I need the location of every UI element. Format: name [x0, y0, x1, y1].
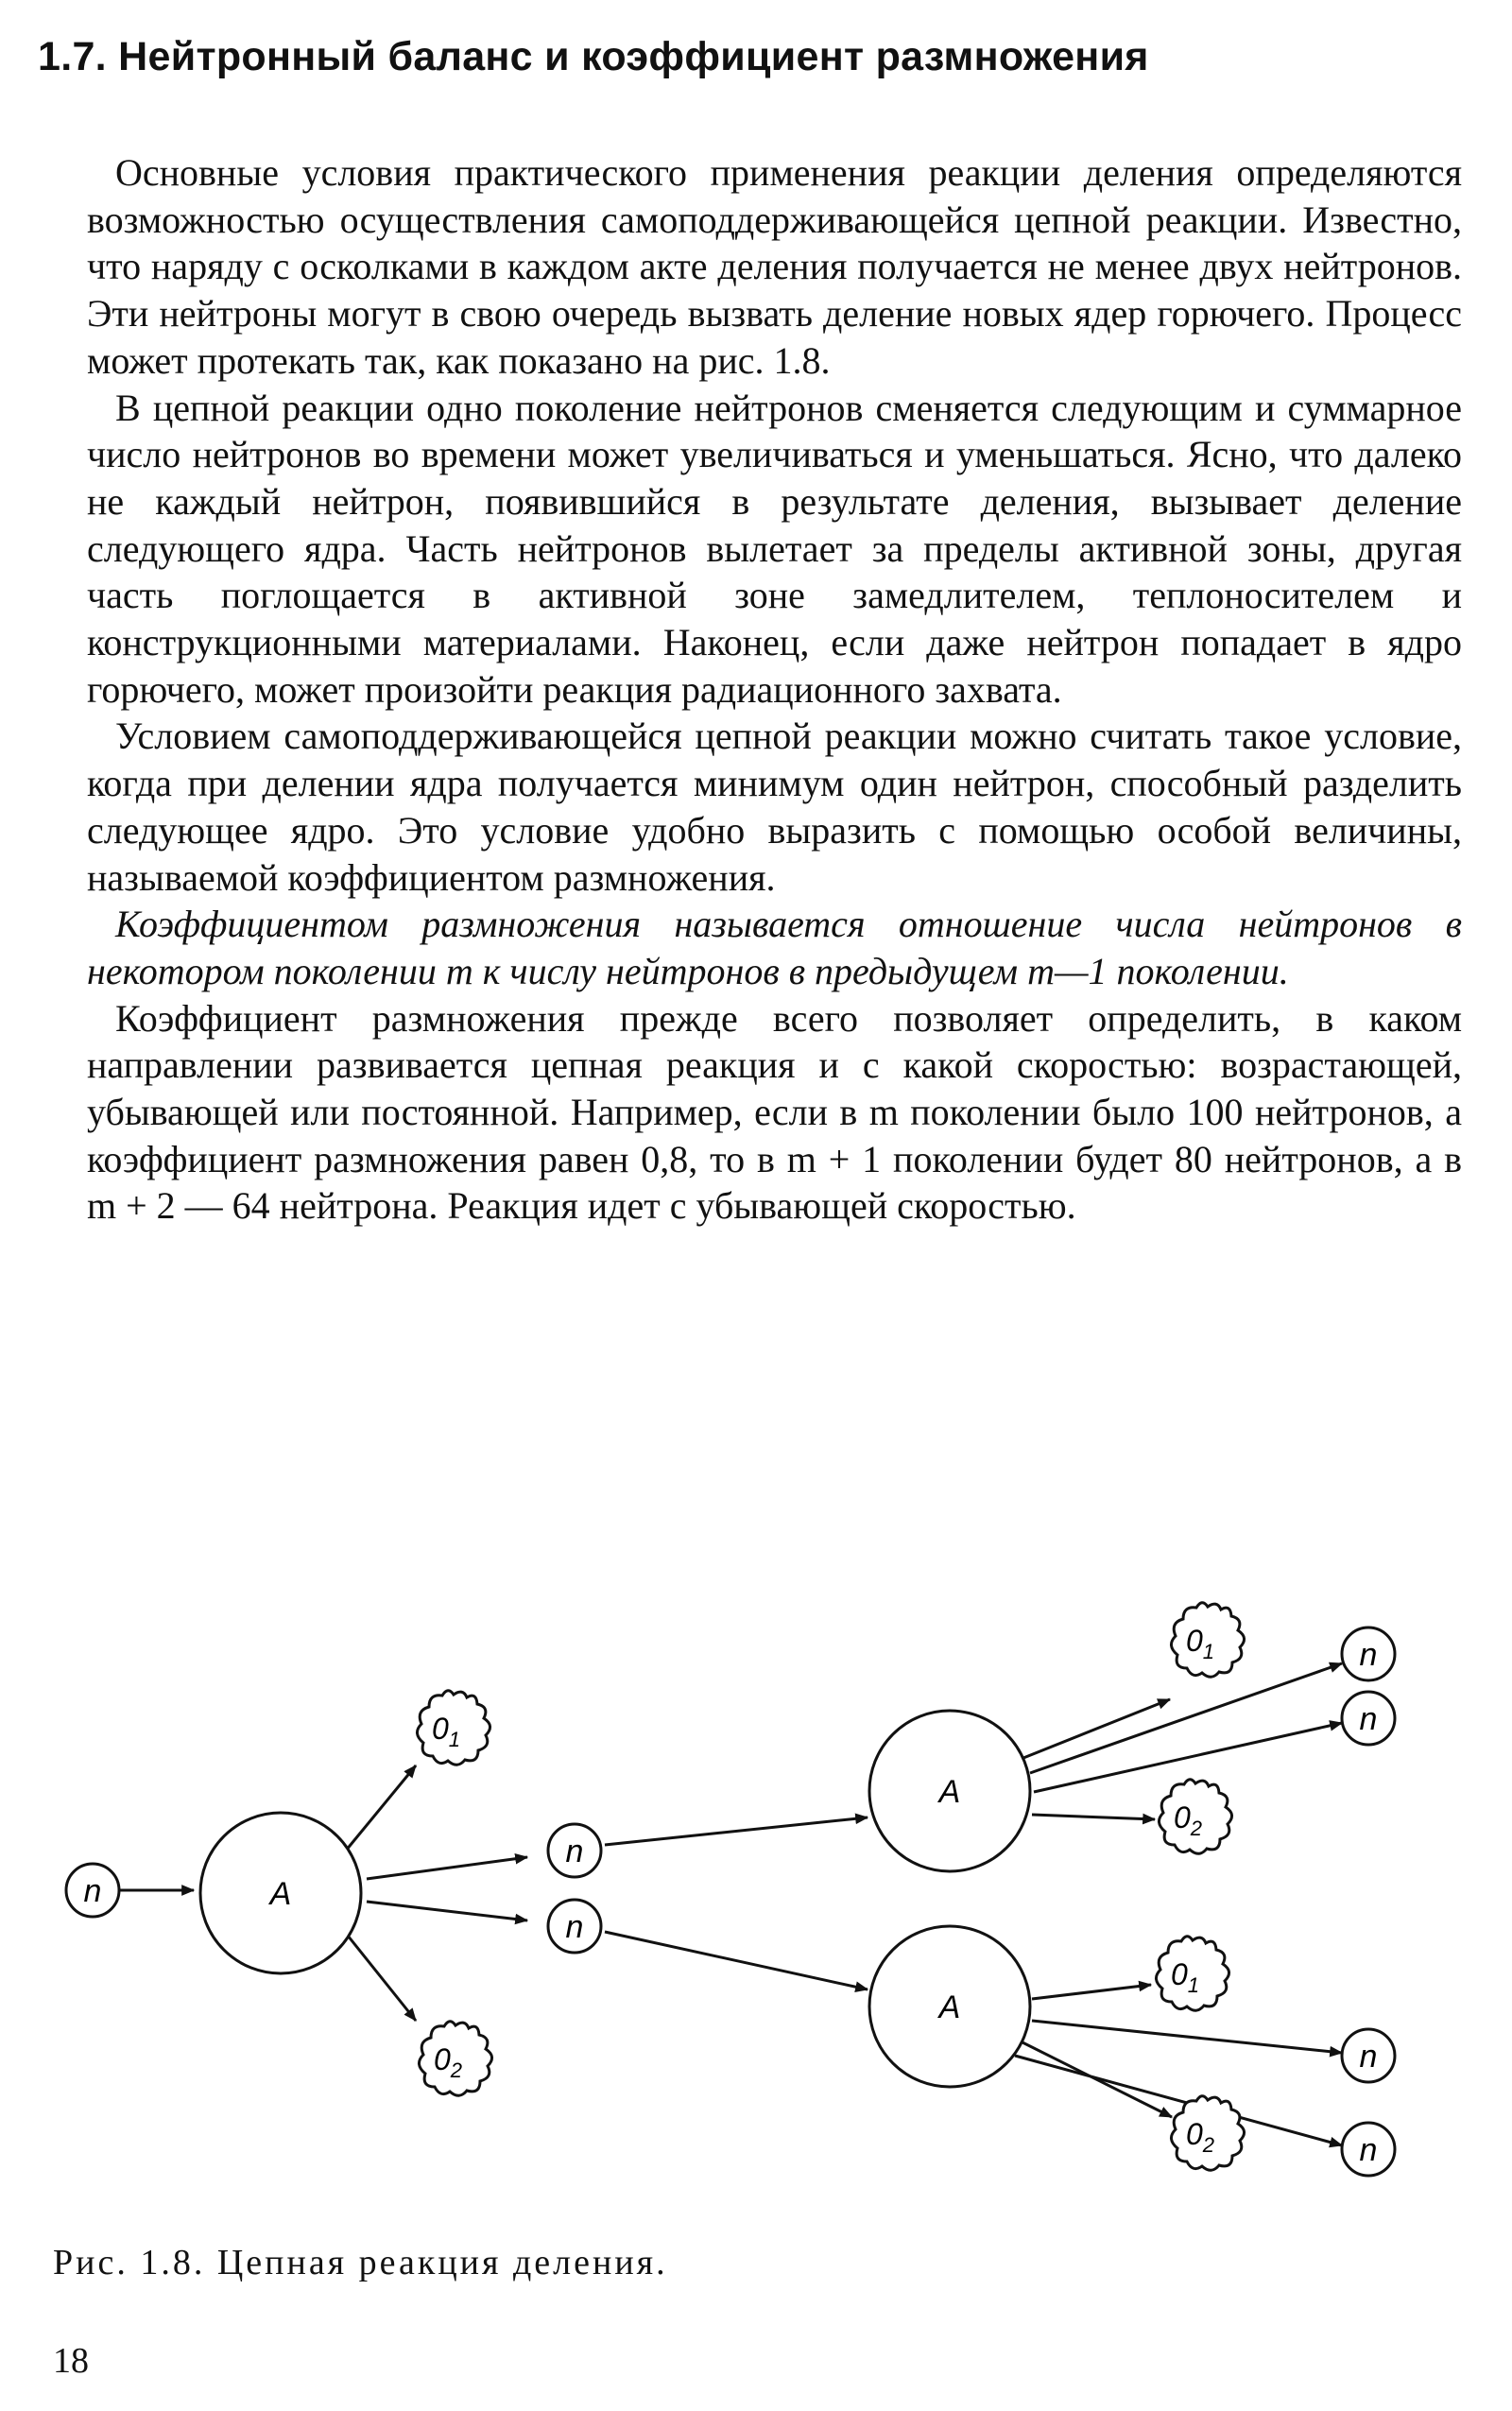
- fragment-subscript: 2: [450, 2058, 463, 2082]
- arrow: [1032, 2021, 1342, 2053]
- fragment-node: [417, 1691, 490, 1765]
- fragment-subscript: 1: [1187, 1973, 1200, 1997]
- fragment-subscript: 1: [448, 1728, 461, 1751]
- fragment-subscript: 2: [1202, 2133, 1215, 2157]
- arrow: [367, 1902, 527, 1920]
- chain-reaction-diagram: [0, 1569, 1512, 2183]
- page-number: 18: [53, 2341, 89, 2381]
- paragraph-3: Условием самоподдерживающейся цепной реакции можно считать такое условие, когда при делении ядра получается минимум один нейтрон, способный разделить следующее ядро. Это условие удобно выразить с помощью особой величины, называемой коэффициентом размножения.: [87, 715, 1462, 899]
- arrow: [605, 1817, 868, 1845]
- paragraph-5: Коэффициент размножения прежде всего позволяет определить, в каком направлении развивается цепная реакция и с какой скоростью: возрастающей, убывающей или постоянной. Например, если в m поколении было 100 нейтронов, а коэффициент размножения равен 0,8, то в m + 1 поколении будет 80 нейтронов, а в m + 2 — 64 нейтрона. Реакция идет с убывающей скоростью.: [87, 996, 1462, 1228]
- paragraph-1: Основные условия практического применения реакции деления определяются возможностью осуществления самоподдерживающейся цепной реакции. Известно, что наряду с осколками в каждом акте деления получается не менее двух нейтронов. Эти нейтроны могут в свою очередь вызвать деление новых ядер горючего. Процесс может протекать так, как показано на рис. 1.8.: [87, 151, 1462, 382]
- neutron-node: [1342, 2029, 1395, 2082]
- nucleus-node: [869, 1711, 1030, 1871]
- definition-paragraph: Коэффициентом размножения называется отношение числа нейтронов в некотором поколении m к числу нейтронов в предыдущем m—1 поколении.: [87, 903, 1462, 992]
- fragment-node: [1171, 2096, 1244, 2171]
- fragment-subscript: 1: [1202, 1640, 1215, 1663]
- neutron-label: n: [565, 1909, 584, 1945]
- fragment-node: [1156, 1937, 1228, 2011]
- fragment-label: 0: [1185, 1624, 1203, 1658]
- neutron-node: [548, 1824, 601, 1877]
- arrow: [367, 1857, 527, 1879]
- nucleus-label: A: [938, 1989, 961, 2025]
- body-text: [87, 149, 1462, 1230]
- chain-reaction-figure: [0, 1569, 1512, 2183]
- arrow: [348, 1936, 416, 2021]
- neutron-label: n: [1359, 2132, 1378, 2168]
- arrow: [605, 1932, 868, 1989]
- fragment-node: [1171, 1603, 1244, 1678]
- fragment-node: [1159, 1780, 1231, 1854]
- neutron-node: [1342, 1692, 1395, 1745]
- section-heading: 1.7. Нейтронный баланс и коэффициент размножения: [38, 34, 1149, 79]
- neutron-label: n: [565, 1834, 584, 1869]
- arrow: [1032, 1815, 1155, 1819]
- fragment-label: 0: [433, 2042, 451, 2076]
- arrow: [1032, 1985, 1151, 1999]
- neutron-label: n: [1359, 1701, 1378, 1737]
- neutron-node: [66, 1864, 119, 1917]
- neutron-label: n: [83, 1873, 102, 1909]
- nucleus-node: [200, 1813, 361, 1973]
- fragment-label: 0: [431, 1712, 449, 1746]
- arrow: [346, 1765, 416, 1851]
- nucleus-label: A: [938, 1774, 961, 1810]
- fragment-label: 0: [1170, 1957, 1188, 1991]
- nucleus-label: A: [269, 1876, 292, 1912]
- neutron-node: [1342, 2123, 1395, 2176]
- neutron-label: n: [1359, 2039, 1378, 2075]
- fragment-label: 0: [1185, 2117, 1203, 2151]
- fragment-node: [419, 2022, 491, 2096]
- neutron-node: [1342, 1627, 1395, 1680]
- neutron-node: [548, 1900, 601, 1953]
- paragraph-2: В цепной реакции одно поколение нейтронов сменяется следующим и суммарное число нейтронов во времени может увеличиваться и уменьшаться. Ясно, что далеко не каждый нейтрон, появившийся в результате деления, вызывает деление следующего ядра. Часть нейтронов вылетает за пределы активной зоны, другая часть поглощается в активной зоне замедлителем, теплоносителем и конструкционными материалами. Наконец, если даже нейтрон попадает в ядро горючего, может произойти реакция радиационного захвата.: [87, 386, 1462, 711]
- nucleus-node: [869, 1926, 1030, 2087]
- fragment-label: 0: [1173, 1800, 1191, 1834]
- neutron-label: n: [1359, 1637, 1378, 1673]
- fragment-subscript: 2: [1190, 1817, 1203, 1840]
- figure-caption: Рис. 1.8. Цепная реакция деления.: [53, 2243, 668, 2282]
